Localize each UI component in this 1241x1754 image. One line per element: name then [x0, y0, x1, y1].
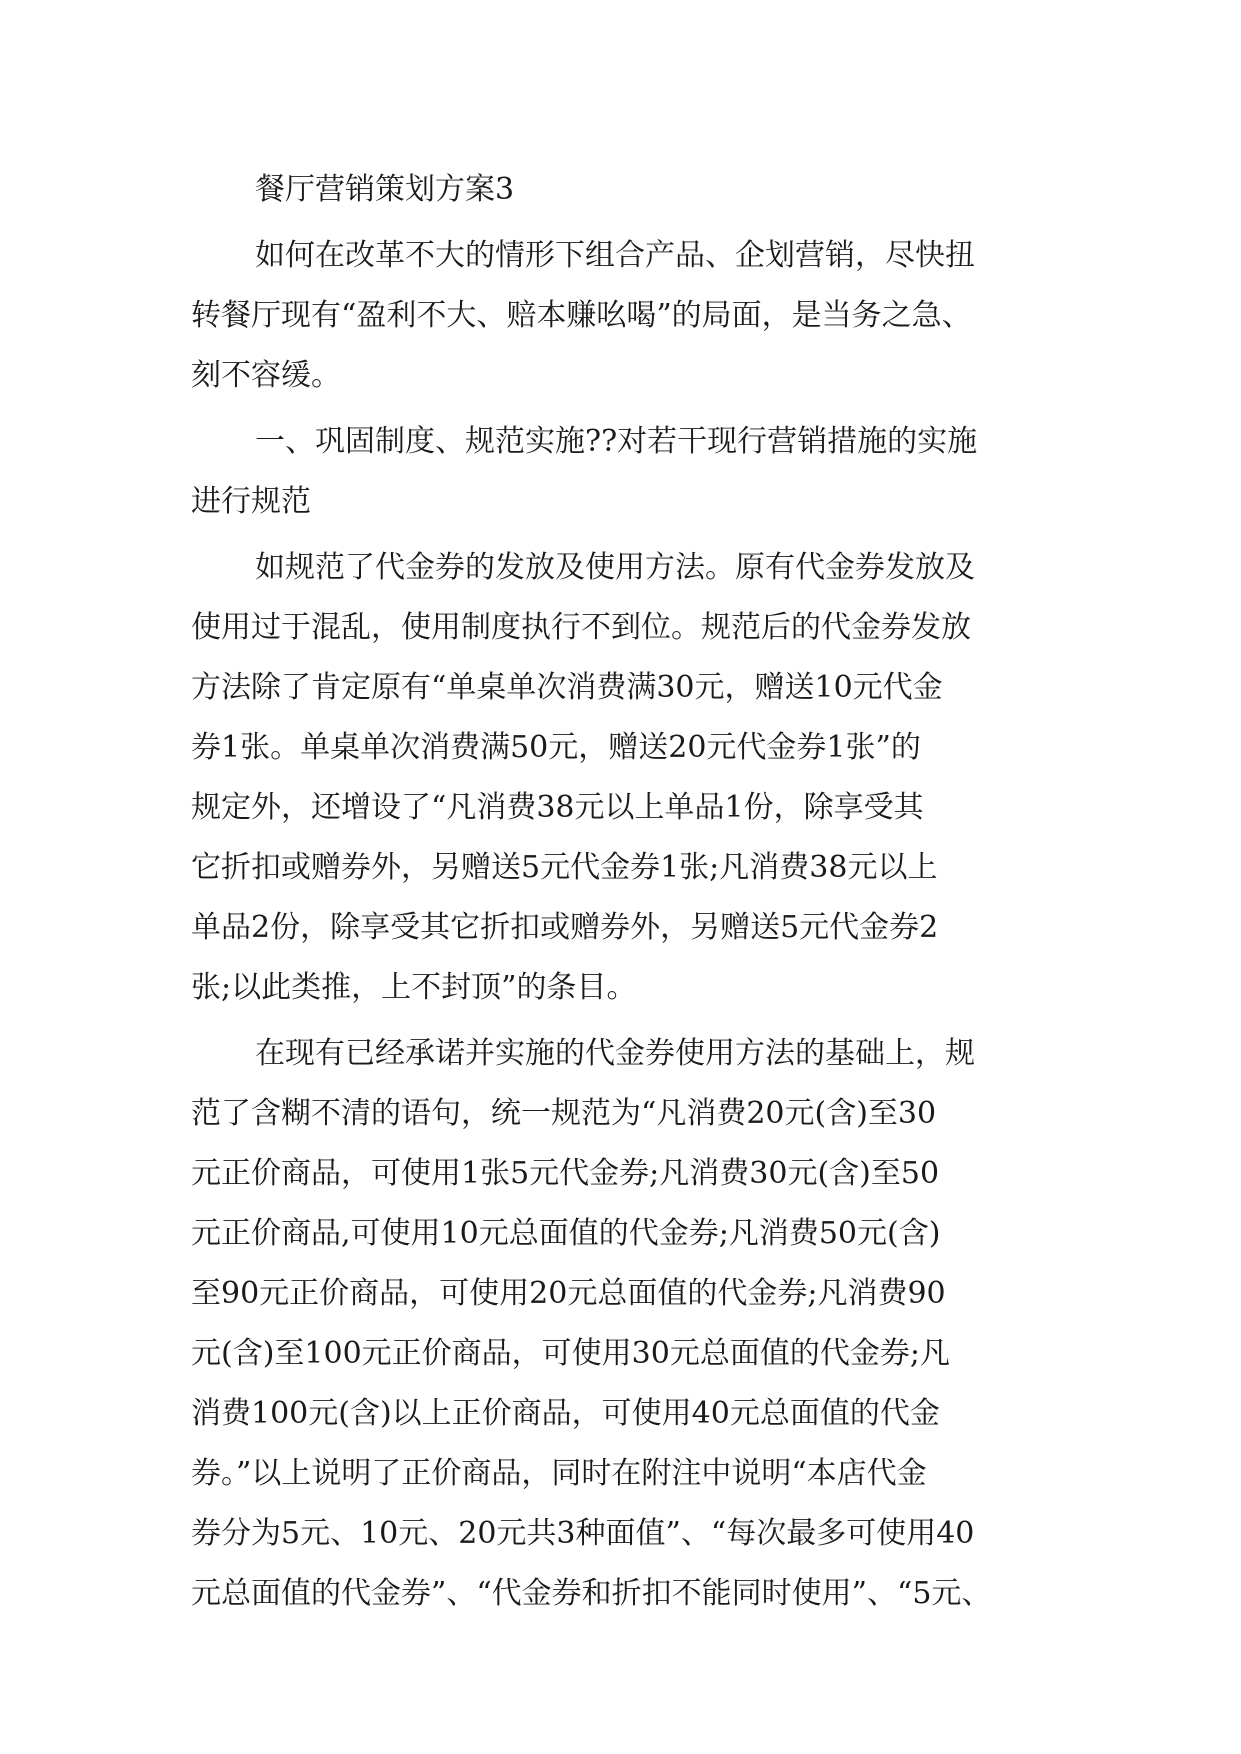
text-line: 规定外，还增设了“凡消费38元以上单品1份，除享受其 — [191, 790, 924, 825]
text-line: 刻不容缓。 — [191, 358, 341, 393]
text-line: 使用过于混乱，使用制度执行不到位。规范后的代金券发放 — [191, 610, 971, 645]
text-line: 元总面值的代金券”、“代金券和折扣不能同时使用”、“5元、 — [191, 1576, 992, 1611]
text-line: 在现有已经承诺并实施的代金券使用方法的基础上，规 — [255, 1036, 975, 1071]
text-line: 券。”以上说明了正价商品，同时在附注中说明“本店代金 — [191, 1456, 927, 1491]
text-line: 一、巩固制度、规范实施??对若干现行营销措施的实施 — [255, 424, 978, 459]
text-line: 至90元正价商品，可使用20元总面值的代金券;凡消费90 — [191, 1276, 946, 1311]
text-line: 单品2份，除享受其它折扣或赠券外，另赠送5元代金券2 — [191, 910, 939, 945]
document-body — [191, 160, 1071, 1624]
document-title: 餐厅营销策划方案3 — [255, 172, 515, 207]
text-line: 券分为5元、10元、20元共3种面值”、“每次最多可使用40 — [191, 1516, 975, 1551]
text-line: 元正价商品,可使用10元总面值的代金券;凡消费50元(含) — [191, 1216, 941, 1251]
text-line: 进行规范 — [191, 484, 311, 519]
text-line: 元正价商品，可使用1张5元代金券;凡消费30元(含)至50 — [191, 1156, 940, 1191]
text-line: 如何在改革不大的情形下组合产品、企划营销，尽快扭 — [255, 238, 975, 273]
text-line: 消费100元(含)以上正价商品，可使用40元总面值的代金 — [191, 1396, 940, 1431]
text-line: 方法除了肯定原有“单桌单次消费满30元，赠送10元代金 — [191, 670, 943, 705]
text-line: 券1张。单桌单次消费满50元，赠送20元代金券1张”的 — [191, 730, 921, 765]
text-line: 元(含)至100元正价商品，可使用30元总面值的代金券;凡 — [191, 1336, 950, 1371]
text-line: 如规范了代金券的发放及使用方法。原有代金券发放及 — [255, 550, 975, 585]
text-line: 转餐厅现有“盈利不大、赔本赚吆喝”的局面，是当务之急、 — [191, 298, 972, 333]
text-line: 它折扣或赠券外，另赠送5元代金券1张;凡消费38元以上 — [191, 850, 938, 885]
text-line: 范了含糊不清的语句，统一规范为“凡消费20元(含)至30 — [191, 1096, 937, 1131]
text-line: 张;以此类推，上不封顶”的条目。 — [191, 970, 637, 1005]
